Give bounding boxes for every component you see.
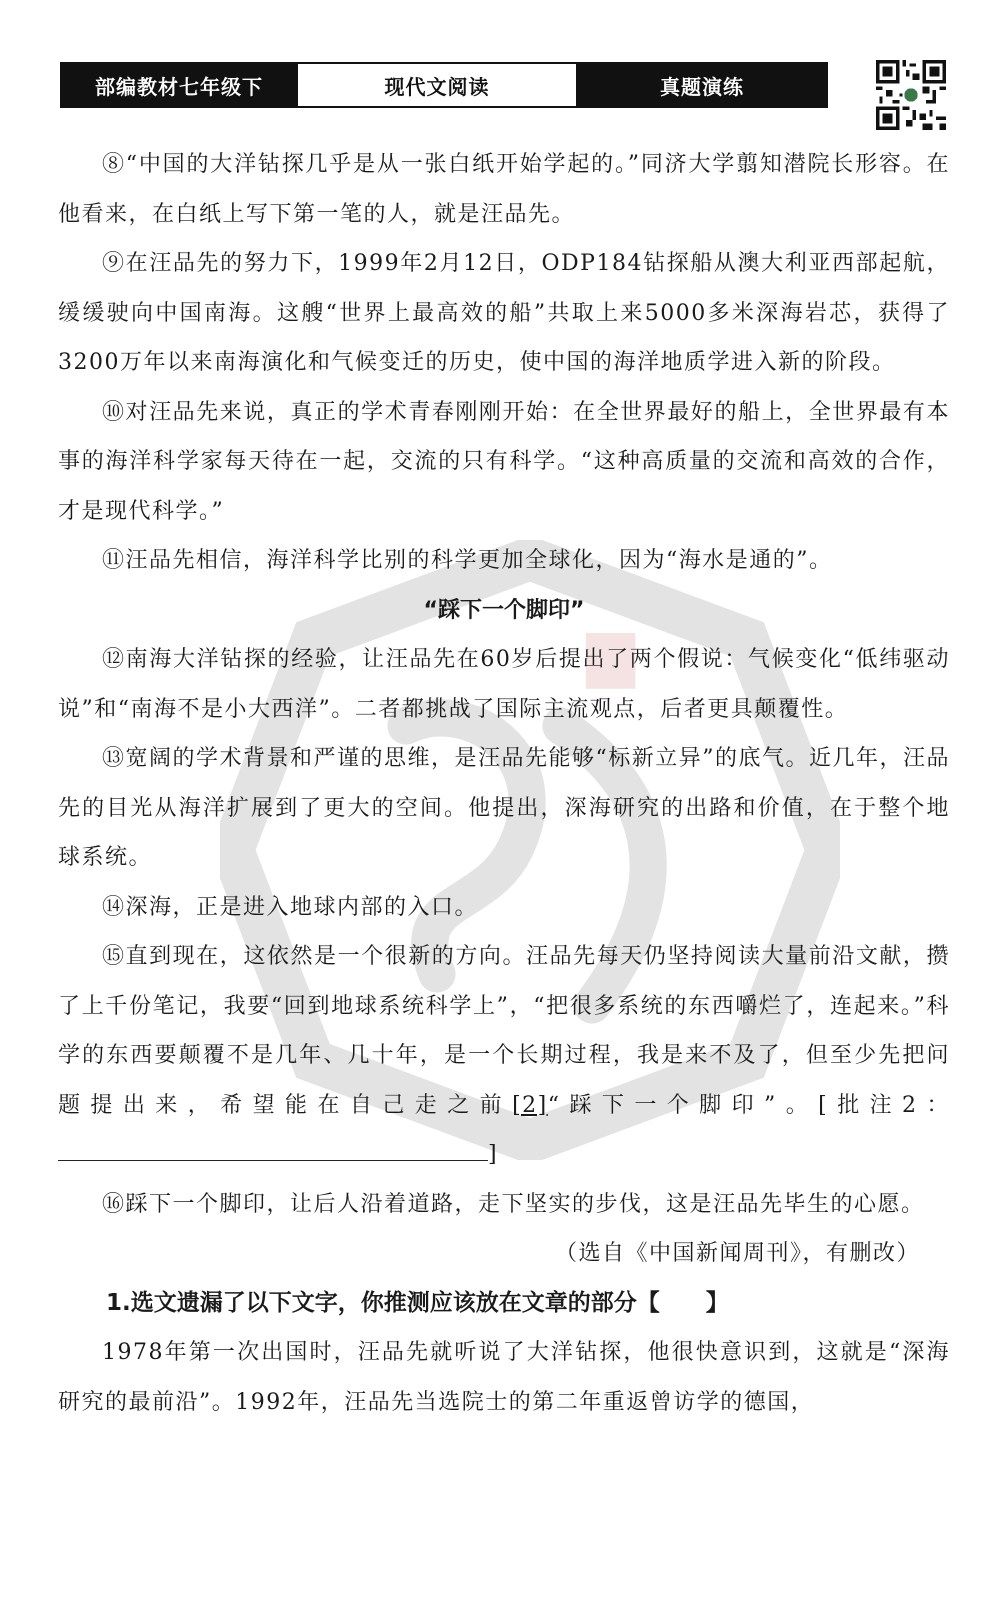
paragraph-13: ⑬宽阔的学术背景和严谨的思维，是汪品先能够“标新立异”的底气。近几年，汪品先的目光从海洋扩展到了更大的空间。他提出，深海研究的出路和价值，在于整个地球系统。: [58, 746, 950, 870]
paragraph-11: ⑪汪品先相信，海洋科学比别的科学更加全球化，因为“海水是通的”。: [102, 548, 833, 573]
paragraph-8: ⑧“中国的大洋钻探几乎是从一张白纸开始学起的。”同济大学翦知潜院长形容。在他看来，在白纸上写下第一笔的人，就是汪品先。: [58, 152, 950, 227]
paragraph-15-text: ⑮直到现在，这依然是一个很新的方向。汪品先每天仍坚持阅读大量前沿文献，攒了上千份笔记，我要“回到地球系统科学上”，“把很多系统的东西嚼烂了，连起来。”科学的东西要颠覆不是几年、几十年，是一个长期过程，我是来不及了，但至少先把问题提出来，希望能在自己走之前: [58, 944, 950, 1118]
paragraph-14: ⑭深海，正是进入地球内部的入口。: [102, 894, 479, 920]
paragraph-15: [58, 932, 950, 1180]
source-citation: （选自《中国新闻周刊》，有删改）: [554, 1241, 920, 1266]
paragraph-16: ⑯踩下一个脚印，让后人沿着道路，走下坚实的步伐，这是汪品先毕生的心愿。: [102, 1191, 925, 1217]
question-1: 1.选文遗漏了以下文字，你推测应该放在文章的部分【 】: [106, 1289, 729, 1316]
paragraph-15-tail: “踩下一个脚印”。[批注2：: [547, 1092, 950, 1118]
header-grade: 部编教材七年级下: [62, 64, 296, 106]
paragraph-10: ⑩对汪品先来说，真正的学术青春刚刚开始：在全世界最好的船上，全世界最有本事的海洋科学家每天待在一起，交流的只有科学。“这种高质量的交流和高效的合作，才是现代科学。”: [58, 399, 950, 524]
article-body: [58, 140, 950, 1427]
annotation-answer-blank[interactable]: [58, 1138, 488, 1161]
paragraph-9: ⑨在汪品先的努力下，1999年2月12日，ODP184钻探船从澳大利亚西部起航，缓缓驶向中国南海。这艘“世界上最高效的船”共取上来5000多米深海岩芯，获得了3200万年以来南海演化和气候变迁的历史，使中国的海洋地质学进入新的阶段。: [58, 251, 950, 375]
header-subject: 现代文阅读: [296, 64, 578, 106]
annotation-marker: [2]: [512, 1092, 548, 1118]
qr-code-icon: [876, 60, 946, 130]
header-bar: [60, 62, 828, 108]
section-heading: “踩下一个脚印”: [423, 597, 585, 623]
annotation-close-bracket: ]: [488, 1142, 499, 1167]
question-1-passage: 1978年第一次出国时，汪品先就听说了大洋钻探，他很快意识到，这就是“深海研究的最前沿”。1992年，汪品先当选院士的第二年重返曾访学的德国，: [58, 1340, 950, 1415]
header-practice: 真题演练: [578, 64, 826, 106]
paragraph-12: ⑫南海大洋钻探的经验，让汪品先在60岁后提出了两个假说：气候变化“低纬驱动说”和“南海不是小大西洋”。二者都挑战了国际主流观点，后者更具颠覆性。: [58, 647, 950, 722]
